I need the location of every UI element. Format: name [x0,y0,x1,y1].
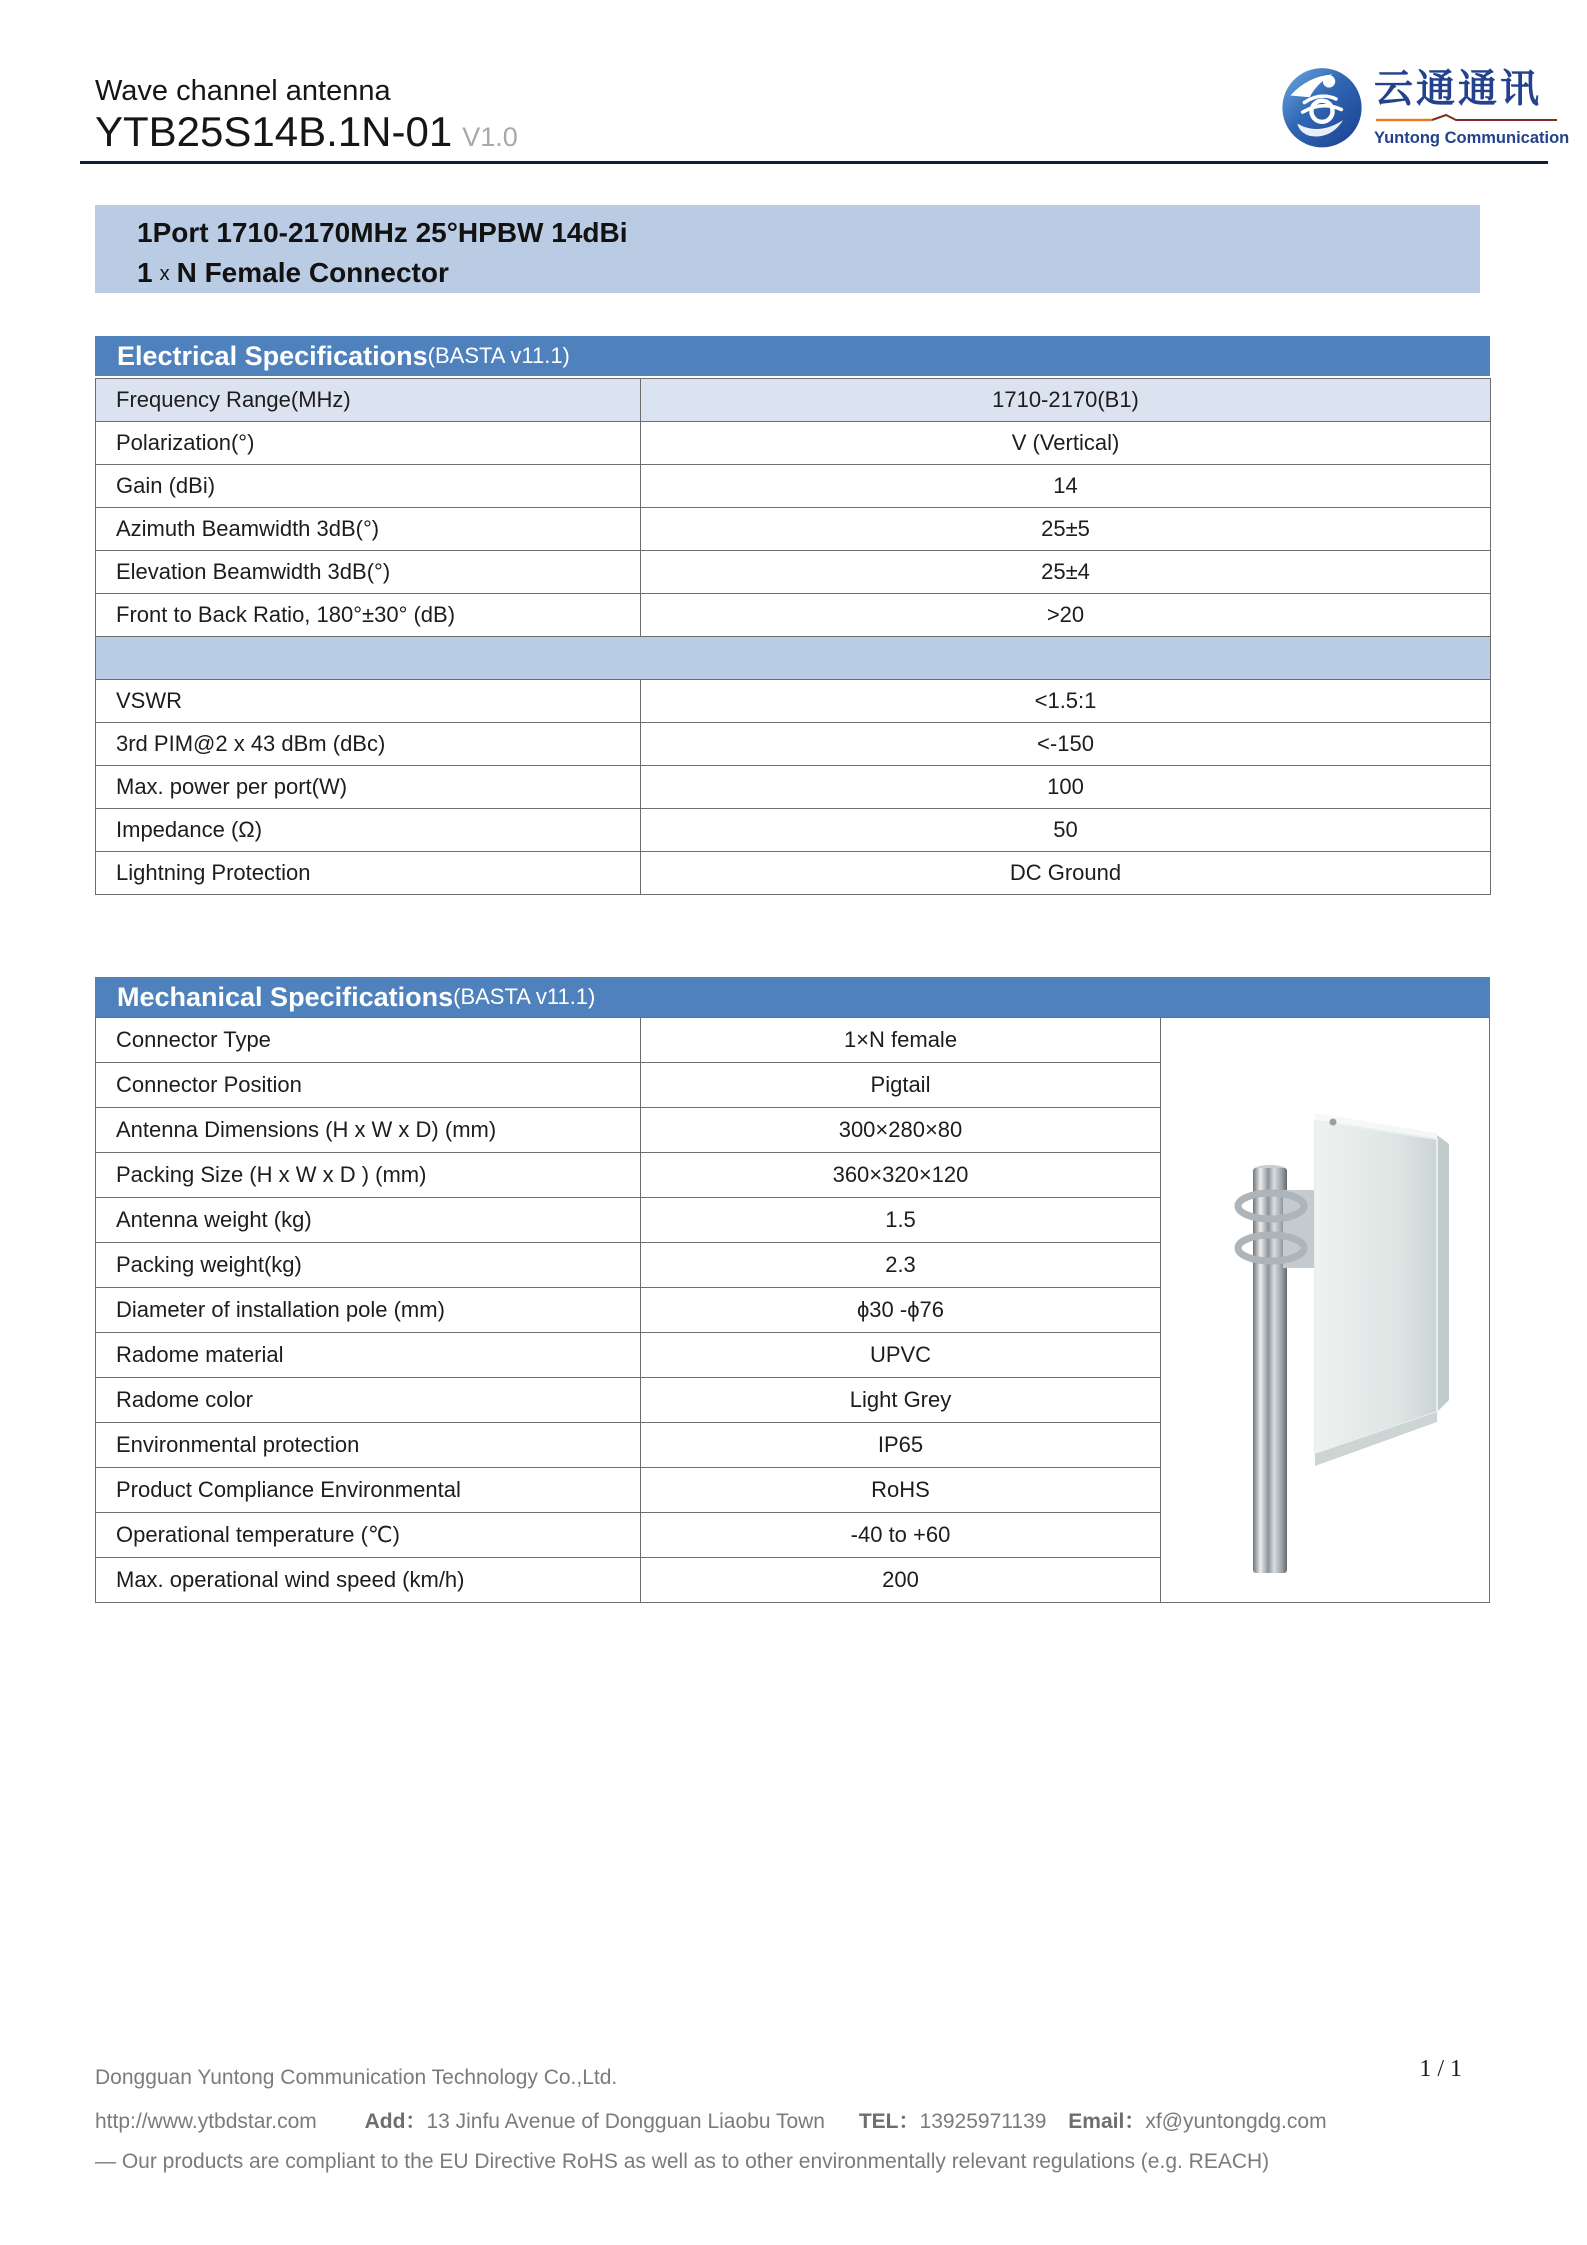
footer-tel: 13925971139 [919,2110,1047,2133]
banner-line1: 1Port 1710-2170MHz 25°HPBW 14dBi [137,217,628,248]
product-photo-cell [1161,1017,1490,1603]
spec-value: <-150 [641,723,1491,766]
table-row [96,852,1491,895]
table-row [96,680,1491,723]
table-row [96,809,1491,852]
spec-label: Antenna Dimensions (H x W x D) (mm) [96,1108,641,1153]
table-row [96,422,1491,465]
spec-label: Radome material [96,1333,641,1378]
table-row [96,1513,1161,1558]
electrical-specs-table [95,378,1491,895]
spec-value: >20 [641,594,1491,637]
spec-label: Product Compliance Environmental [96,1468,641,1513]
spec-label: Front to Back Ratio, 180°±30° (dB) [96,594,641,637]
footer-tel-label: TEL： [858,2110,920,2133]
spec-value: 1×N female [641,1018,1161,1063]
company-logo [1278,62,1569,155]
spec-label: Environmental protection [96,1423,641,1468]
spec-label: Polarization(°) [96,422,641,465]
spec-label: Gain (dBi) [96,465,641,508]
spec-label: Max. operational wind speed (km/h) [96,1558,641,1603]
spec-label: Packing weight(kg) [96,1243,641,1288]
table-row [96,766,1491,809]
product-family-title: Wave channel antenna [95,75,391,107]
spec-value: 14 [641,465,1491,508]
table-row [96,1378,1161,1423]
spec-value: 1.5 [641,1198,1161,1243]
spec-value: -40 to +60 [641,1513,1161,1558]
spec-value: UPVC [641,1333,1161,1378]
spec-label: Connector Type [96,1018,641,1063]
page-footer [95,2056,1490,2189]
logo-divider-line [1374,110,1559,128]
table-row [96,1288,1161,1333]
table-row [96,508,1491,551]
footer-email-label: Email： [1068,2110,1146,2133]
banner-connector-text: N Female Connector [176,257,449,288]
footer-address: 13 Jinfu Avenue of Dongguan Liaobu Town [426,2110,825,2133]
spec-label: Impedance (Ω) [96,809,641,852]
electrical-specs-title: Electrical Specifications [117,340,428,371]
separator-cell [96,637,1491,680]
yuntong-swirl-logo-icon [1278,62,1366,155]
mechanical-specs-body [95,1017,1490,1603]
spec-value: 100 [641,766,1491,809]
header-divider-rule [80,161,1548,164]
footer-email: xf@yuntongdg.com [1145,2110,1327,2133]
spec-label: Elevation Beamwidth 3dB(°) [96,551,641,594]
banner-times-symbol: x [159,263,170,285]
spec-value: <1.5:1 [641,680,1491,723]
table-row [96,1243,1161,1288]
spec-value: 200 [641,1558,1161,1603]
banner-line2 [137,257,449,289]
logo-text [1374,67,1570,148]
spec-value: 300×280×80 [641,1108,1161,1153]
table-row [96,379,1491,422]
table-row [96,465,1491,508]
footer-website: http://www.ytbdstar.com [95,2110,317,2133]
page-number: 1 / 1 [1419,2056,1462,2082]
spec-value: 25±5 [641,508,1491,551]
product-model-title [95,108,518,156]
spec-label: Azimuth Beamwidth 3dB(°) [96,508,641,551]
spec-value: 1710-2170(B1) [641,379,1491,422]
table-row [96,1153,1161,1198]
spec-value: 50 [641,809,1491,852]
table-row [96,1198,1161,1243]
spec-label: Radome color [96,1378,641,1423]
spec-value: V (Vertical) [641,422,1491,465]
spec-label: Frequency Range(MHz) [96,379,641,422]
table-row [96,1468,1161,1513]
footer-address-label: Add： [364,2110,427,2133]
product-summary-banner [95,205,1480,293]
spec-value: ϕ30 -ϕ76 [641,1288,1161,1333]
spec-value: Pigtail [641,1063,1161,1108]
spec-label: VSWR [96,680,641,723]
table-row [96,1018,1161,1063]
panel-antenna-on-pole-photo [1175,1038,1475,1583]
table-row [96,551,1491,594]
electrical-specs-subtitle: (BASTA v11.1) [427,343,570,368]
footer-company-line: Dongguan Yuntong Communication Technology Co.,Ltd. [95,2066,618,2089]
spec-value: IP65 [641,1423,1161,1468]
spec-value: 25±4 [641,551,1491,594]
table-row [96,1558,1161,1603]
table-separator-row [96,637,1491,680]
table-row [96,1063,1161,1108]
model-number: YTB25S14B.1N-01 [95,108,453,155]
spec-value: DC Ground [641,852,1491,895]
spec-label: Connector Position [96,1063,641,1108]
logo-chinese-name: 云通通讯 [1374,67,1543,111]
version-label: V1.0 [462,122,518,152]
spec-label: Antenna weight (kg) [96,1198,641,1243]
electrical-specs-header-bar [95,336,1490,376]
spec-label: Diameter of installation pole (mm) [96,1288,641,1333]
mechanical-specs-subtitle: (BASTA v11.1) [453,984,596,1009]
mechanical-specs-header-bar [95,977,1490,1017]
spec-label: Operational temperature (℃) [96,1513,641,1558]
table-row [96,594,1491,637]
spec-label: Max. power per port(W) [96,766,641,809]
banner-port-count: 1 [137,257,153,288]
footer-contact-line [95,2105,1490,2135]
spec-label: Lightning Protection [96,852,641,895]
spec-value: RoHS [641,1468,1161,1513]
spec-value: Light Grey [641,1378,1161,1423]
mechanical-specs-title: Mechanical Specifications [117,981,454,1012]
table-row [96,1108,1161,1153]
table-row [96,1333,1161,1378]
spec-label: Packing Size (H x W x D ) (mm) [96,1153,641,1198]
table-row [96,1423,1161,1468]
logo-english-name: Yuntong Communication [1374,128,1570,147]
mechanical-specs-table [95,1017,1161,1603]
spec-value: 360×320×120 [641,1153,1161,1198]
spec-value: 2.3 [641,1243,1161,1288]
footer-compliance-line: — Our products are compliant to the EU Directive RoHS as well as to other environmentally relevant regulations (e.g. REACH) [95,2150,1270,2173]
table-row [96,723,1491,766]
spec-label: 3rd PIM@2 x 43 dBm (dBc) [96,723,641,766]
